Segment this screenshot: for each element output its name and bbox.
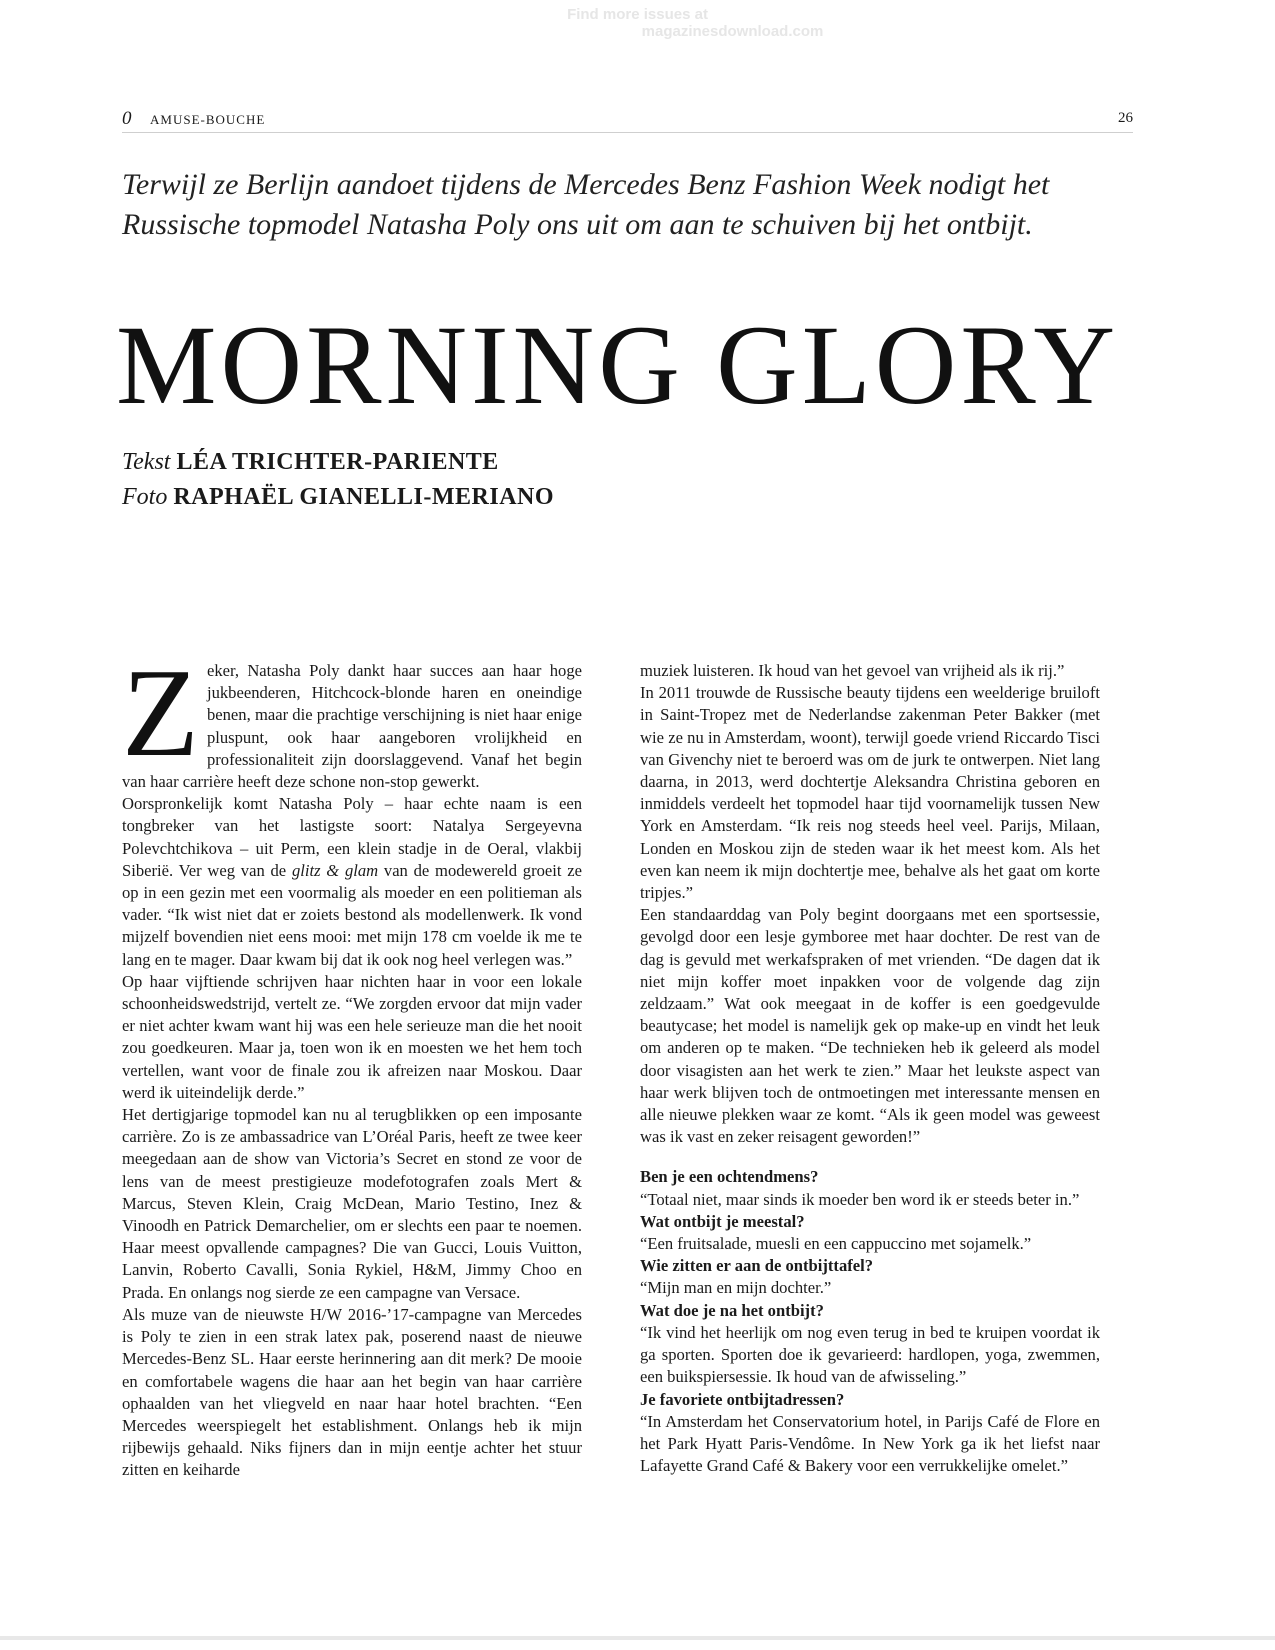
article-column-left (122, 644, 582, 1482)
qa-answer: “In Amsterdam het Conservatorium hotel, in Parijs Café de Flore en het Park Hyatt Paris-Vendôme. In New York ga ik het liefst naar Lafayette Grand Café & Bakery voor een verrukkelijke omelet.” (640, 1411, 1100, 1476)
paragraph-text: van de modewereld groeit ze op in een gezin met een voormalig als moeder en een politieman als vader. “Ik wist niet dat er zoiets bestond als modellenwerk. Ik vond mijzelf bovendien niet eens mooi: met mijn 178 cm voelde ik me te lang en te mager. Daar kwam bij dat ik ook nog heel verlegen was.” (122, 860, 582, 969)
text-credit-role: Tekst (122, 449, 171, 475)
article-title: MORNING GLORY (116, 303, 1120, 428)
magazine-logo: 0 (122, 108, 132, 129)
paragraph: Als muze van de nieuwste H/W 2016-’17-campagne van Mercedes is Poly te zien in een strak latex pak, poserend naast de nieuwe Mercedes-Benz SL. Haar eerste herinnering aan dit merk? De mooie en comfortabele wagens die haar aan het begin van haar carrière ophaalden van het vliegveld en naar haar hotel brachten. “Een Mercedes weerspiegelt het establishment. Onlangs heb ik mijn rijbewijs gehaald. Niks fijners dan in mijn eentje achter het stuur zitten en keiharde (122, 1304, 582, 1480)
qa-answer: “Totaal niet, maar sinds ik moeder ben word ik er steeds beter in.” (640, 1189, 1080, 1209)
article-column-right (640, 660, 1100, 1477)
qa-question: Wat ontbijt je meestal? (640, 1211, 805, 1231)
qa-answer: “Ik vind het heerlijk om nog even terug in bed te kruipen voordat ik ga sporten. Sporten doe ik gevarieerd: hardlopen, yoga, zwemmen, een buikspiersessie. Ik houd van de afwisseling.” (640, 1322, 1100, 1387)
qa-question: Wie zitten er aan de ontbijttafel? (640, 1256, 874, 1276)
photo-credit-name: RAPHAËL GIANELLI-MERIANO (173, 484, 555, 510)
photo-credit-role: Foto (122, 484, 168, 510)
photo-credit (122, 482, 554, 512)
paragraph (122, 644, 582, 793)
watermark (0, 6, 1275, 40)
paragraph-text: Oorspronkelijk komt Natasha Poly – haar echte naam is een tongbreker van het lastigste soort: Natalya Sergeyevna Polevchtchikova – uit Perm, een klein stadje in de Oeral, vlakbij Siberië. Ver weg van de (122, 794, 582, 880)
page-number: 26 (1118, 110, 1133, 126)
paragraph: In 2011 trouwde de Russische beauty tijdens een weelderige bruiloft in Saint-Tropez met de Nederlandse zakenman Peter Bakker (met wie ze nu in Amsterdam, woont), terwijl goede vriend Riccardo Tisci van Givenchy niet te beroerd was om de jurk te ontwerpen. Niet lang daarna, in 2013, werd dochtertje Aleksandra Christina geboren en inmiddels verdeelt het topmodel haar tijd voornamelijk tussen New York en Amsterdam. “Ik reis nog steeds heel veel. Parijs, Milaan, Londen en Moskou zijn de steden waar ik het meest kom. Als het even kan neem ik mijn dochtertje mee, behalve als het gaat om korte tripjes.” (640, 683, 1100, 903)
watermark-line-1: Find more issues at (567, 6, 708, 23)
text-credit-name: LÉA TRICHTER-PARIENTE (176, 449, 499, 475)
text-credit (122, 447, 499, 477)
qa-section (640, 1166, 1100, 1477)
drop-cap: Z (122, 644, 199, 783)
paragraph: muziek luisteren. Ik houd van het gevoel van vrijheid als ik rij.” (640, 661, 1065, 680)
section-label: AMUSE-BOUCHE (150, 112, 266, 127)
page-header (122, 110, 1133, 133)
qa-answer: “Een fruitsalade, muesli en een cappuccino met sojamelk.” (640, 1234, 1032, 1254)
intro-lede: Terwijl ze Berlijn aandoet tijdens de Mercedes Benz Fashion Week nodigt het Russische topmodel Natasha Poly ons uit om aan te schuiven bij het ontbijt. (122, 168, 1050, 241)
watermark-line-2: magazinesdownload.com (641, 23, 824, 40)
paragraph (122, 793, 582, 971)
paragraph-text: eker, Natasha Poly dankt haar succes aan haar hoge jukbeenderen, Hitchcock-blonde haren en oneindige benen, maar die prachtige verschijning is niet haar enige pluspunt, ook haar aangeboren vrolijkheid en professionaliteit zijn doorslaggevend. Vanaf het begin van haar carrière heeft deze schone non-stop gewerkt. (122, 661, 582, 792)
paragraph: Op haar vijftiende schrijven haar nichten haar in voor een lokale schoonheidswedstrijd, vertelt ze. “We zorgden ervoor dat mijn vader er niet achter kwam want hij was een hele serieuze man die het nooit zou goedkeuren. Maar ja, toen won ik en moesten we het hem toch vertellen, want voor de finale zou ik afreizen naar Moskou. Daar werd ik uiteindelijk derde.” (122, 971, 582, 1102)
emphasis-text: glitz & glam (291, 860, 379, 880)
qa-answer: “Mijn man en mijn dochter.” (640, 1278, 832, 1298)
paragraph: Het dertigjarige topmodel kan nu al terugblikken op een imposante carrière. Zo is ze ambassadrice van L’Oréal Paris, heeft ze twee keer meegedaan aan de show van Victoria’s Secret en stond ze voor de lens van de meest prestigieuze modefotografen zoals Mert & Marcus, Steven Klein, Craig McDean, Mario Testino, Inez & Vinoodh en Patrick Demarchelier, om er slechts een paar te noemen. Haar meest opvallende campagnes? Die van Gucci, Louis Vuitton, Lanvin, Roberto Cavalli, Sonia Rykiel, H&M, Jimmy Choo en Prada. En onlangs nog sierde ze een campagne van Versace. (122, 1105, 582, 1302)
qa-question: Wat doe je na het ontbijt? (640, 1300, 824, 1320)
qa-question: Je favoriete ontbijtadressen? (640, 1389, 845, 1409)
qa-question: Ben je een ochtendmens? (640, 1167, 819, 1187)
page-bottom-rule (0, 1636, 1275, 1640)
paragraph: Een standaarddag van Poly begint doorgaans met een sportsessie, gevolgd door een lesje gymboree met haar dochter. De rest van de dag is gevuld met werkafspraken of met vrienden. “De dagen dat ik niet mijn koffer moet inpakken voor de volgende dag zijn zeldzaam.” Wat ook meegaat in de koffer is een goedgevulde beautycase; het model is namelijk gek op make-up en vindt het leuk om anderen op te maken. “De technieken heb ik geleerd als model door visagisten aan het werk te zien.” Maar het leukste aspect van haar werk blijven toch de ontmoetingen met interessante mensen en alle nieuwe plekken waar ze komt. “Als ik geen model was geweest was ik vast en zeker reisagent geworden!” (640, 905, 1100, 1147)
